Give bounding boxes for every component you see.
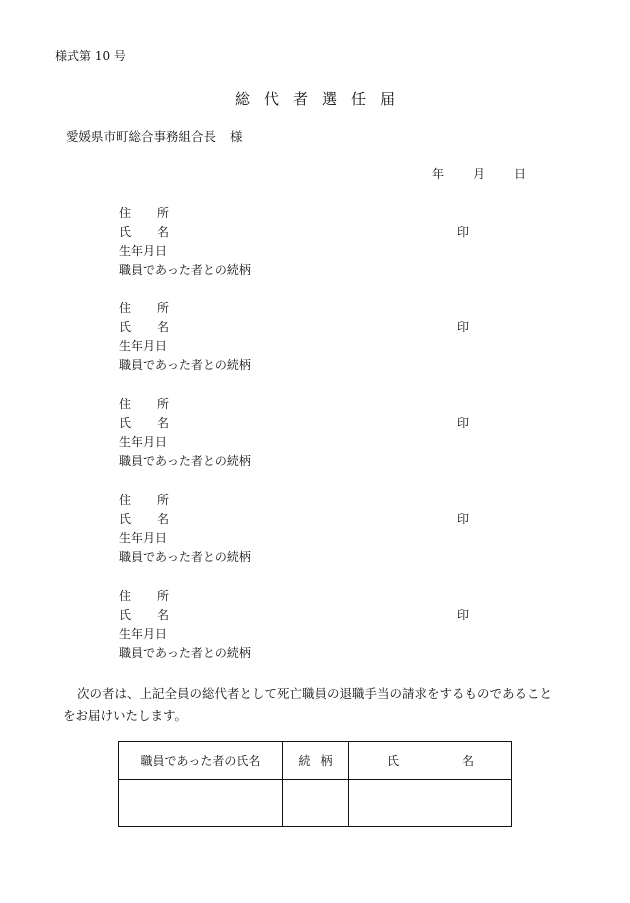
birthdate-label: 生年月日: [119, 627, 168, 641]
birthdate-label: 生年月日: [119, 339, 168, 353]
addressee-name: 愛媛県市町総合事務組合長: [66, 129, 217, 144]
name-label: 氏 名: [119, 608, 170, 622]
representative-block: [119, 590, 479, 680]
relationship-label: 職員であった者との続柄: [119, 646, 251, 660]
date-month-label: 月: [473, 167, 486, 181]
seal-mark: 印: [457, 416, 470, 430]
date-year-label: 年: [432, 167, 445, 181]
relationship-label: 職員であった者との続柄: [119, 263, 251, 277]
addressee-honorific: 様: [230, 129, 243, 144]
representative-block: [119, 494, 479, 584]
birthdate-label: 生年月日: [119, 244, 168, 258]
name-label: 氏 名: [119, 225, 170, 239]
representative-block: [119, 398, 479, 488]
representative-block: [119, 302, 479, 392]
representative-table: 職員であった者の氏名 続 柄 氏 名: [118, 741, 512, 827]
name-label: 氏 名: [119, 320, 170, 334]
representative-block: [119, 207, 479, 297]
statement-paragraph: [63, 683, 583, 727]
address-label: 住 所: [119, 589, 170, 603]
relationship-label: 職員であった者との続柄: [119, 550, 251, 564]
addressee: [66, 131, 243, 144]
table-header-divider: [119, 779, 511, 780]
seal-mark: 印: [457, 512, 470, 526]
address-label: 住 所: [119, 397, 170, 411]
document-title: 総代者選任届: [234, 90, 409, 108]
seal-mark: 印: [457, 608, 470, 622]
name-label: 氏 名: [119, 512, 170, 526]
table-column-divider: [348, 742, 349, 826]
statement-line-2: をお届けいたします。: [63, 708, 188, 723]
relationship-label: 職員であった者との続柄: [119, 358, 251, 372]
form-number: 様式第 10 号: [55, 49, 126, 63]
statement-line-1: 次の者は、上記全員の総代者として死亡職員の退職手当の請求をするものであること: [77, 686, 553, 701]
relationship-label: 職員であった者との続柄: [119, 454, 251, 468]
seal-mark: 印: [457, 320, 470, 334]
address-label: 住 所: [119, 206, 170, 220]
table-header-deceased-name: 職員であった者の氏名: [140, 754, 261, 768]
birthdate-label: 生年月日: [119, 531, 168, 545]
birthdate-label: 生年月日: [119, 435, 168, 449]
table-header-relationship: 続 柄: [298, 754, 333, 768]
seal-mark: 印: [457, 225, 470, 239]
name-label: 氏 名: [119, 416, 170, 430]
date-day-label: 日: [514, 167, 527, 181]
date-line: [432, 168, 526, 180]
address-label: 住 所: [119, 493, 170, 507]
address-label: 住 所: [119, 301, 170, 315]
